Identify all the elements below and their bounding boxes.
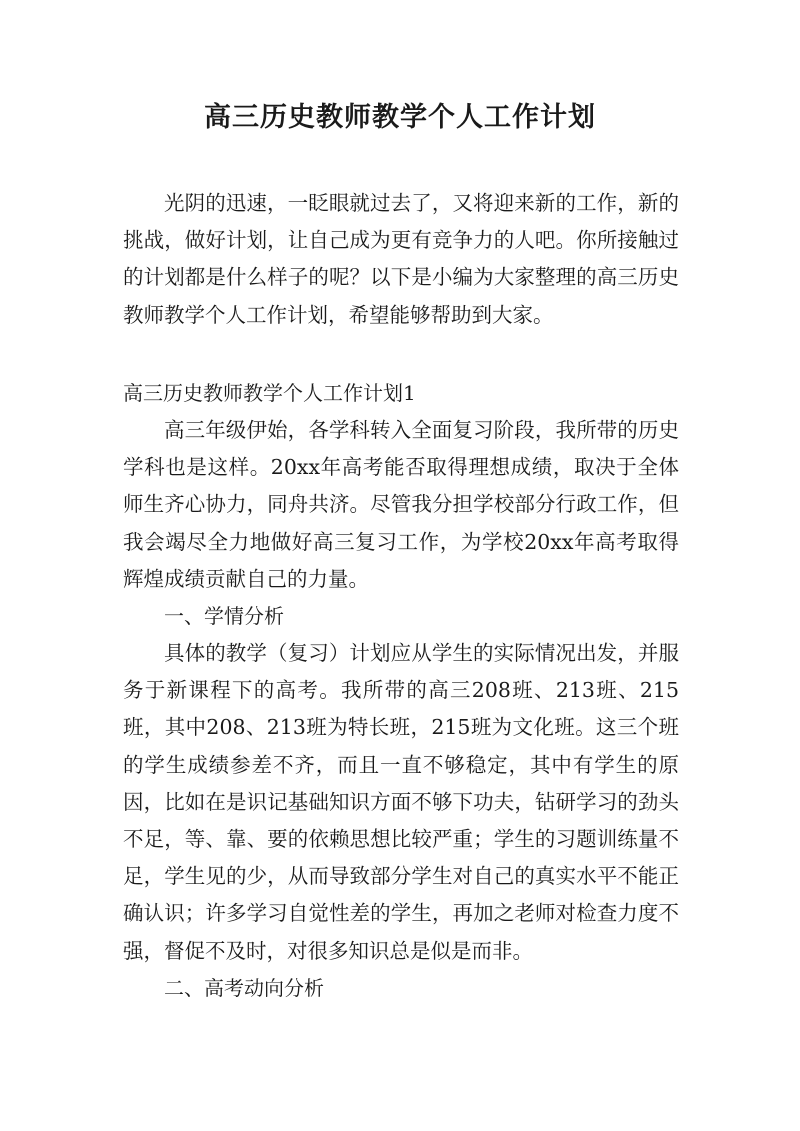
intro-text: 光阴的迅速，一眨眼就过去了，又将迎来新的工作，新的挑战，做好计划，让自己成为更有竞争力的人吧。你所接触过的计划都是什么样子的呢？以下是小编为大家整理的高三历史教师教学个人工作计划，希望能够帮助到大家。 (123, 191, 679, 327)
paragraph-1-text: 高三年级伊始，各学科转入全面复习阶段，我所带的历史学科也是这样。20xx年高考能否取得理想成绩，取决于全体师生齐心协力，同舟共济。尽管我分担学校部分行政工作，但我会竭尽全力地做好高三复习工作，为学校20xx年高考取得辉煌成绩贡献自己的力量。 (123, 418, 679, 591)
plan-subtitle: 高三历史教师教学个人工作计划1 (123, 381, 416, 405)
document-title: 高三历史教师教学个人工作计划 (204, 102, 596, 133)
section-heading-exam-trend: 二、高考动向分析 (164, 976, 324, 1000)
paragraph-2-text: 具体的教学（复习）计划应从学生的实际情况出发，并服务于新课程下的高考。我所带的高三208班、213班、215班，其中208、213班为特长班，215班为文化班。这三个班的学生成绩参差不齐，而且一直不够稳定，其中有学生的原因，比如在是识记基础知识方面不够下功夫，钻研学习的劲头不足，等、靠、要的依赖思想比较严重；学生的习题训练量不足，学生见的少，从而导致部分学生对自己的真实水平不能正确认识；许多学习自觉性差的学生，再加之老师对检查力度不强，督促不及时，对很多知识总是似是而非。 (123, 641, 679, 963)
intro-paragraph (123, 185, 679, 334)
body-paragraph-1 (123, 412, 679, 598)
body-paragraph-2 (123, 635, 679, 970)
section-heading-student-analysis: 一、学情分析 (164, 604, 284, 628)
